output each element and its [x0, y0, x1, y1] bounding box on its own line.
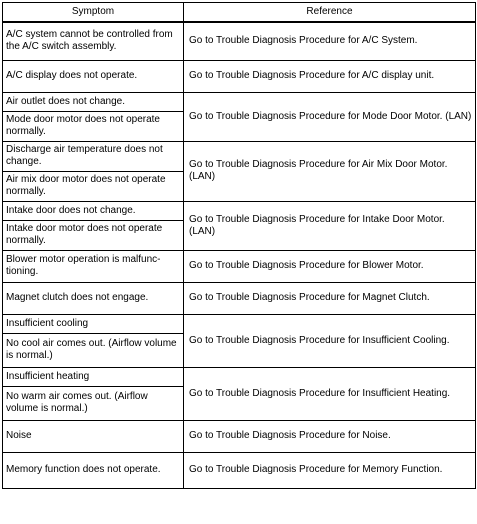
symptom-cell: Air mix door motor does not operate normally.: [3, 171, 184, 201]
reference-cell: Go to Trouble Diagnosis Procedure for Blower Motor.: [184, 250, 476, 282]
reference-cell: Go to Trouble Diagnosis Procedure for Intake Door Motor. (LAN): [184, 201, 476, 250]
table-row: [3, 60, 476, 92]
table-row: [3, 314, 476, 333]
symptom-cell: Intake door motor does not operate normally.: [3, 220, 184, 250]
table-row: [3, 201, 476, 220]
table-row: [3, 452, 476, 488]
diagnosis-table: [2, 2, 476, 489]
table-row: [3, 367, 476, 386]
table-row: [3, 420, 476, 452]
symptom-cell: Magnet clutch does not engage.: [3, 282, 184, 314]
symptom-cell: Insufficient cooling: [3, 314, 184, 333]
symptom-cell: Discharge air temperature does not change.: [3, 141, 184, 171]
symptom-cell: Intake door does not change.: [3, 201, 184, 220]
reference-cell: Go to Trouble Diagnosis Procedure for Noise.: [184, 420, 476, 452]
symptom-cell: No warm air comes out. (Airflow volume is normal.): [3, 386, 184, 420]
symptom-cell: No cool air comes out. (Airflow volume is normal.): [3, 333, 184, 367]
reference-cell: Go to Trouble Diagnosis Procedure for Memory Function.: [184, 452, 476, 488]
reference-column-header: Reference: [184, 3, 476, 23]
table-row: [3, 141, 476, 171]
symptom-column-header: Symptom: [3, 3, 184, 23]
symptom-cell: Blower motor operation is malfunc-tioning.: [3, 250, 184, 282]
symptom-cell: Air outlet does not change.: [3, 92, 184, 111]
symptom-cell: A/C display does not operate.: [3, 60, 184, 92]
table-row: [3, 92, 476, 111]
header-row: [3, 3, 476, 23]
table-row: [3, 22, 476, 60]
reference-cell: Go to Trouble Diagnosis Procedure for A/C display unit.: [184, 60, 476, 92]
table-row: [3, 250, 476, 282]
symptom-cell: Noise: [3, 420, 184, 452]
symptom-cell: Memory function does not operate.: [3, 452, 184, 488]
reference-cell: Go to Trouble Diagnosis Procedure for Insufficient Heating.: [184, 367, 476, 420]
reference-cell: Go to Trouble Diagnosis Procedure for Mode Door Motor. (LAN): [184, 92, 476, 141]
reference-cell: Go to Trouble Diagnosis Procedure for Insufficient Cooling.: [184, 314, 476, 367]
symptom-cell: Insufficient heating: [3, 367, 184, 386]
symptom-cell: Mode door motor does not operate normally.: [3, 111, 184, 141]
reference-cell: Go to Trouble Diagnosis Procedure for A/C System.: [184, 22, 476, 60]
reference-cell: Go to Trouble Diagnosis Procedure for Air Mix Door Motor. (LAN): [184, 141, 476, 201]
reference-cell: Go to Trouble Diagnosis Procedure for Magnet Clutch.: [184, 282, 476, 314]
symptom-cell: A/C system cannot be controlled from the A/C switch assembly.: [3, 22, 184, 60]
table-row: [3, 282, 476, 314]
